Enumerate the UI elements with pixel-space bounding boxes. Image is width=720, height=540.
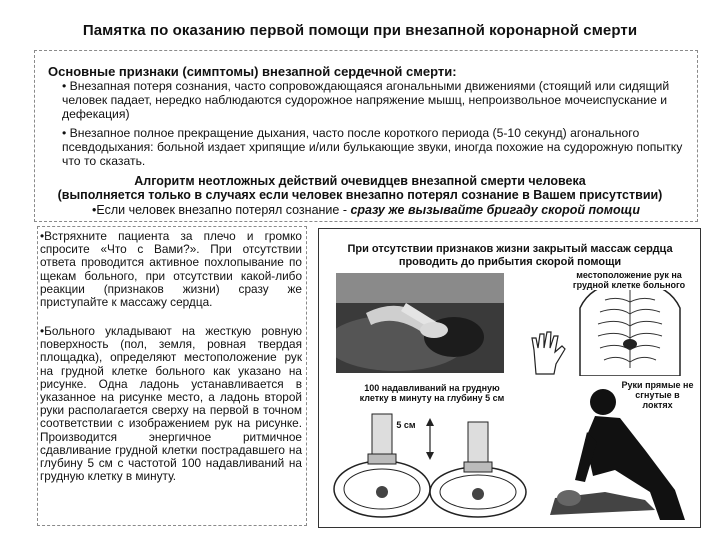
hands-location-label: местоположение рук на грудной клетке больного xyxy=(558,270,700,290)
cpr-photo xyxy=(336,273,504,373)
algorithm-emphasis: сразу же вызывайте бригаду скорой помощи xyxy=(350,203,640,217)
depth-label: 5 см xyxy=(396,420,416,430)
algorithm-heading: Алгоритм неотложных действий очевидцев внезапной смерти человека xyxy=(134,174,586,188)
step-chest-compressions: •Больного укладывают на жесткую ровную поверхность (пол, земля, ровная твердая площадка), определяют местоположение рук на грудной клетке больного как указано на рисунке. Одна ладонь устанавливается в указанное на рисунке место, а ладонь второй руки располагается сверху на первой в точном соответствии с изображением рук на рисунке. Производится энергичное ритмичное сдавливание грудной клетки пострадавшего на глубину 5 см с частотой 100 надавливаний на грудную клетку в минуту. xyxy=(40,324,302,484)
step-shake-patient: •Встряхните пациента за плечо и громко спросите «Что с Вами?». При отсутствии ответа проводится активное похлопывание по щекам больного, при отсутствии какой-либо реакции (признаков жизни) сразу же приступайте к массажу сердца. xyxy=(40,229,302,310)
compression-diagram xyxy=(330,404,530,522)
algorithm-condition: •Если человек внезапно потерял сознание - xyxy=(92,203,351,217)
algorithm-subheading: (выполняется только в случаях если человек внезапно потерял сознание в Вашем присутствии) xyxy=(57,188,663,202)
symptoms-heading: Основные признаки (симптомы) внезапной сердечной смерти: xyxy=(48,64,457,79)
compression-rate-label: 100 надавливаний на грудную клетку в минуту на глубину 5 см xyxy=(352,383,512,403)
symptom-bullet: • Внезапная потеря сознания, часто сопровождающаяся агональными движениями (стоящий или сидящий человек падает, нередко наблюдаются судорожное напряжение мышц, непроизвольное мочеиспускание и дефекация) xyxy=(62,79,670,121)
palm-icon xyxy=(528,330,568,375)
page-title: Памятка по оказанию первой помощи при внезапной коронарной смерти xyxy=(82,22,638,39)
figure-caption: При отсутствии признаков жизни закрытый массаж сердца проводить до прибытия скорой помощи xyxy=(347,243,673,268)
algorithm-call-ambulance xyxy=(92,203,640,217)
symptom-bullet: • Внезапное полное прекращение дыхания, часто после короткого периода (5-10 секунд) агонального псевдодыхания: больной издает хрипящие и/или булькающие звуки, иногда похожие на судорожную попытку что то сказать. xyxy=(62,126,683,168)
straight-arms-label: Руки прямые не сгнутые в локтях xyxy=(621,380,694,410)
